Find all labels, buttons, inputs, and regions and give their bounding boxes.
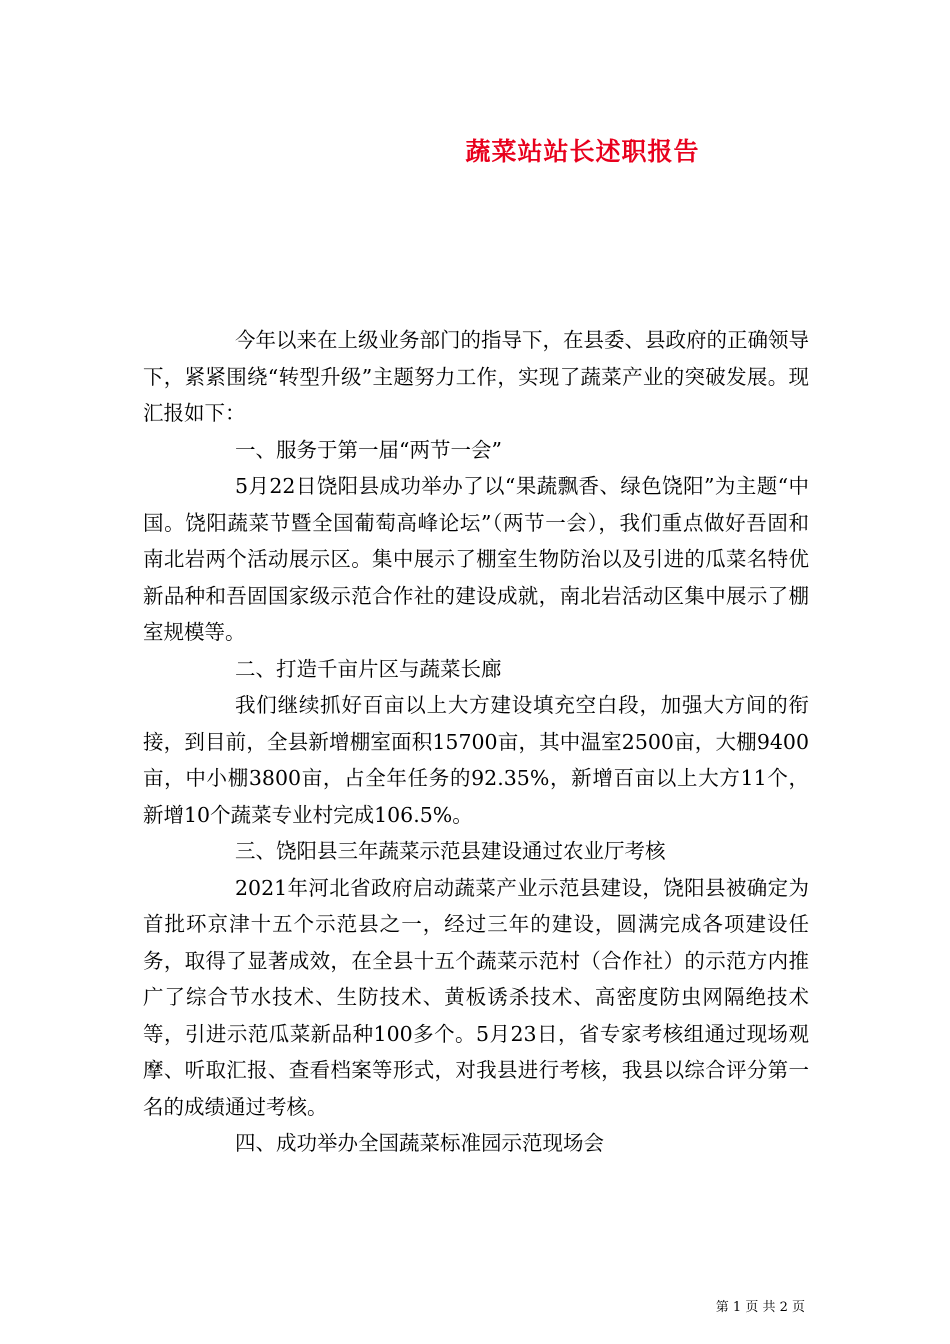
section-paragraph-2: 我们继续抓好百亩以上大方建设填充空白段，加强大方间的衔接，到目前，全县新增棚室面积15700亩，其中温室2500亩，大棚9400亩，中小棚3800亩，占全年任务的92.35%，新增百亩以上大方11个，新增10个蔬菜专业村完成106.5%。	[143, 693, 809, 827]
document-title: 蔬菜站站长述职报告	[465, 137, 700, 166]
section-heading-1: 一、服务于第一届“两节一会”	[235, 437, 502, 462]
section-heading-4: 四、成功举办全国蔬菜标准园示范现场会	[235, 1131, 604, 1155]
section-paragraph-1: 5月22日饶阳县成功举办了以“果蔬飘香、绿色饶阳”为主题“中国。饶阳蔬菜节暨全国葡萄高峰论坛”（两节一会），我们重点做好吾固和南北岩两个活动展示区。集中展示了棚室生物防治以及引进的瓜菜名特优新品种和吾固国家级示范合作社的建设成就，南北岩活动区集中展示了棚室规模等。	[143, 474, 809, 644]
document-body	[143, 322, 809, 1162]
page-footer: 第 1 页 共 2 页	[715, 1300, 805, 1315]
intro-paragraph: 今年以来在上级业务部门的指导下，在县委、县政府的正确领导下，紧紧围绕“转型升级”主题努力工作，实现了蔬菜产业的突破发展。现汇报如下：	[143, 328, 809, 425]
section-heading-2: 二、打造千亩片区与蔬菜长廊	[235, 656, 502, 681]
section-heading-3: 三、饶阳县三年蔬菜示范县建设通过农业厅考核	[235, 839, 666, 863]
section-paragraph-3: 2021年河北省政府启动蔬菜产业示范县建设，饶阳县被确定为首批环京津十五个示范县之一，经过三年的建设，圆满完成各项建设任务，取得了显著成效，在全县十五个蔬菜示范村（合作社）的示范方内推广了综合节水技术、生防技术、黄板诱杀技术、高密度防虫网隔绝技术等，引进示范瓜菜新品种100多个。5月23日，省专家考核组通过现场观摩、听取汇报、查看档案等形式，对我县进行考核，我县以综合评分第一名的成绩通过考核。	[143, 875, 809, 1119]
